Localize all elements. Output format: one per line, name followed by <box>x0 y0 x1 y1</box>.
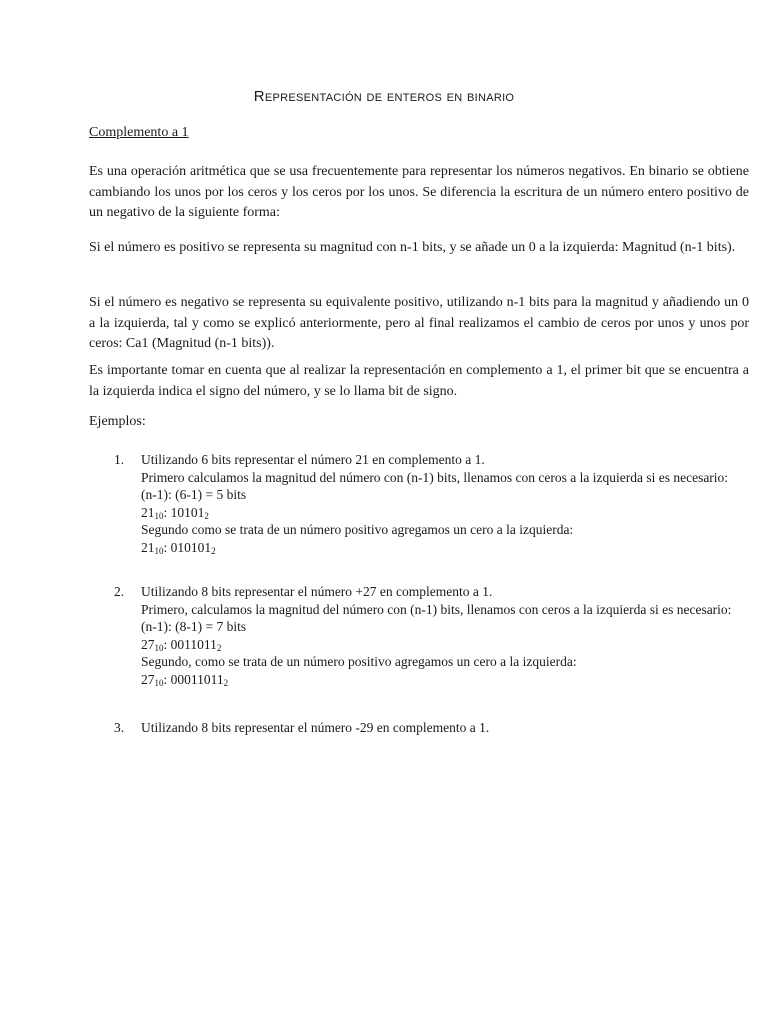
example-step: Primero, calculamos la magnitud del número con (n-1) bits, llenamos con ceros a la izquierda si es necesario: <box>141 601 732 617</box>
example-step: (n-1): (6-1) = 5 bits <box>141 487 247 502</box>
example-item <box>114 583 754 688</box>
example-binary-magnitude: $27_{10}$: $0011011_2$ <box>141 636 222 653</box>
paragraph-positive: Si el número es positivo se representa su magnitud con n-1 bits, y se añade un 0 a la izquierda: Magnitud (n-1 bits). <box>89 240 736 255</box>
example-item <box>114 451 754 556</box>
example-binary-result: $27_{10}$: $00011011_2$ <box>141 671 229 688</box>
paragraph-negative: Si el número es negativo se representa su equivalente positivo, utilizando n-1 bits para la magnitud y añadiendo un 0 a la izquierda, tal y como se explicó anteriormente, pero al final realizamos el cambio de ceros por unos y unos por ceros: Ca1 (Magnitud (n-1 bits)). <box>89 295 749 351</box>
example-number: 1. <box>114 452 125 467</box>
example-binary-magnitude: $21_{10}$: $10101_2$ <box>141 504 209 521</box>
section-heading: Complemento a 1 <box>89 125 189 140</box>
page-title: Representación de enteros en binario <box>253 88 515 105</box>
example-number: 2. <box>114 584 125 599</box>
example-statement: Utilizando 8 bits representar el número +27 en complemento a 1. <box>141 584 493 599</box>
example-statement: Utilizando 6 bits representar el número 21 en complemento a 1. <box>141 452 485 467</box>
examples-label: Ejemplos: <box>89 414 146 429</box>
example-binary-result: $21_{10}$: $010101_2$ <box>141 539 216 556</box>
example-number: 3. <box>114 720 125 735</box>
example-step: (n-1): (8-1) = 7 bits <box>141 619 247 634</box>
paragraph-sign-bit: Es importante tomar en cuenta que al realizar la representación en complemento a 1, el primer bit que se encuentra a la izquierda indica el signo del número, y se lo llama bit de signo. <box>89 363 749 399</box>
example-statement: Utilizando 8 bits representar el número -29 en complemento a 1. <box>141 720 490 735</box>
example-step: Segundo, como se trata de un número positivo agregamos un cero a la izquierda: <box>141 654 577 669</box>
example-step: Segundo como se trata de un número positivo agregamos un cero a la izquierda: <box>141 522 574 537</box>
paragraph-definition: Es una operación aritmética que se usa frecuentemente para representar los números negativos. En binario se obtiene cambiando los unos por los ceros y los ceros por los unos. Se diferencia la escritura de un número entero positivo de un negativo de la siguiente forma: <box>89 164 749 220</box>
example-item <box>114 719 754 737</box>
example-step: Primero calculamos la magnitud del número con (n-1) bits, llenamos con ceros a la izquierda si es necesario: <box>141 469 729 485</box>
